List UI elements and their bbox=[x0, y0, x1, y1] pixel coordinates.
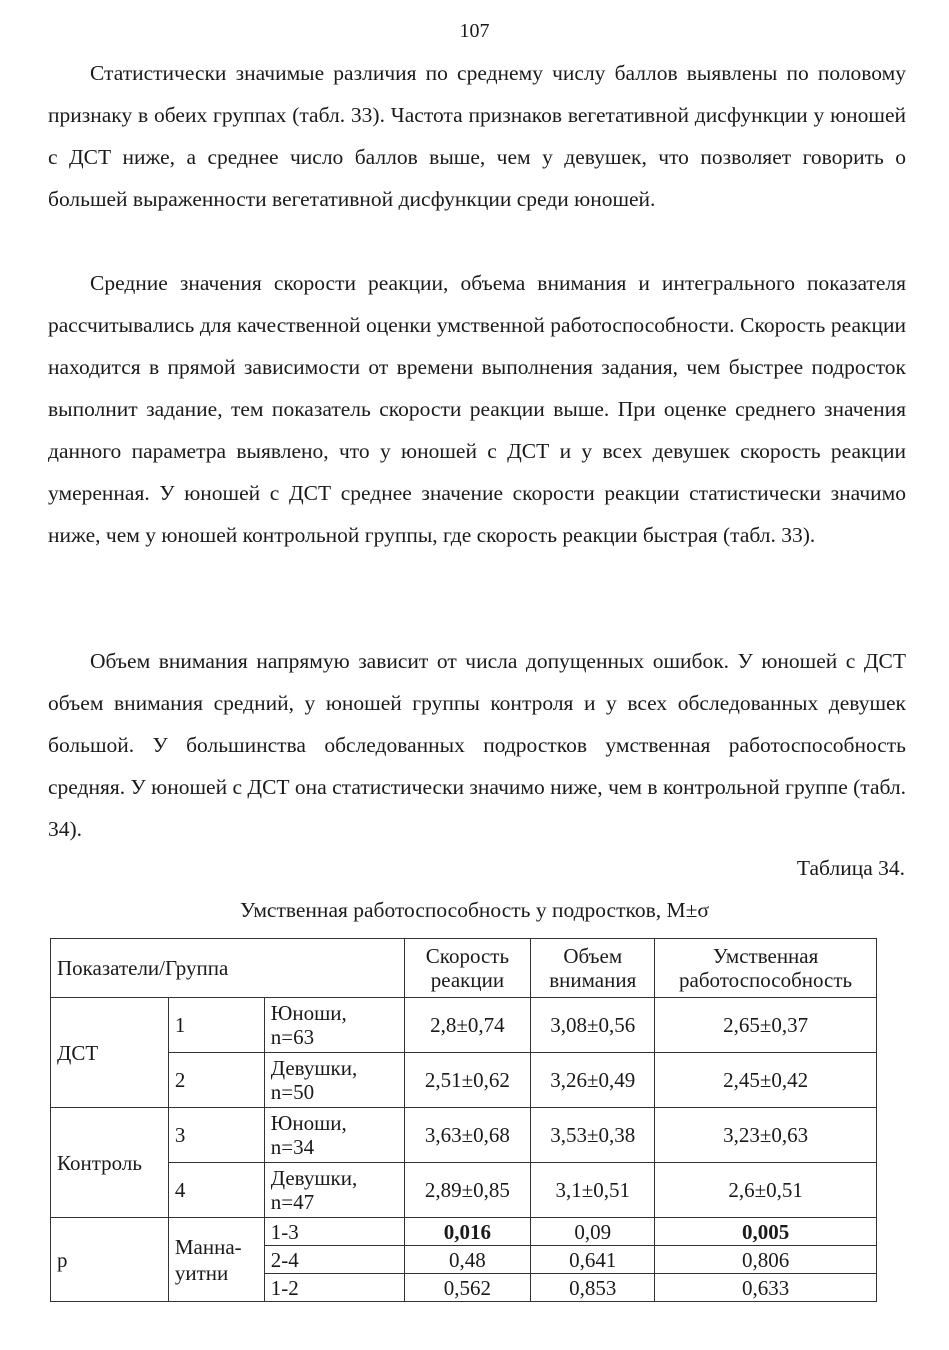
cell-speed: 2,8±0,74 bbox=[404, 998, 531, 1053]
row-subgroup bbox=[264, 1163, 404, 1218]
row-subgroup bbox=[264, 1108, 404, 1163]
row-subgroup-line2: n=50 bbox=[270, 1080, 315, 1104]
table-row bbox=[51, 1053, 877, 1108]
row-subgroup-line1: Юноши, bbox=[270, 1111, 347, 1135]
cell-speed: 3,63±0,68 bbox=[404, 1108, 531, 1163]
table-number: Таблица 34. bbox=[796, 856, 905, 880]
row-subgroup-line1: Девушки, bbox=[270, 1166, 358, 1190]
header-speed-line2: реакции bbox=[430, 968, 505, 992]
cell-volume: 3,1±0,51 bbox=[531, 1163, 655, 1218]
header-volume-line2: внимания bbox=[549, 968, 637, 992]
table-row bbox=[51, 1163, 877, 1218]
p-performance: 0,806 bbox=[655, 1246, 877, 1274]
row-subgroup-line1: Юноши, bbox=[270, 1001, 347, 1025]
p-test-name bbox=[168, 1218, 264, 1302]
table-row bbox=[51, 1108, 877, 1163]
cell-performance: 2,45±0,42 bbox=[655, 1053, 877, 1108]
p-speed: 0,016 bbox=[404, 1218, 531, 1246]
table-title: Умственная работоспособность у подростков, M±σ bbox=[239, 898, 710, 922]
header-volume bbox=[531, 939, 655, 998]
group-label-control: Контроль bbox=[51, 1108, 169, 1218]
data-table bbox=[50, 938, 877, 1302]
row-subgroup-line2: n=34 bbox=[270, 1135, 315, 1159]
row-subgroup-line2: n=63 bbox=[270, 1025, 315, 1049]
paragraph-2: Средние значения скорости реакции, объема внимания и интегрального показателя рассчитывались для качественной оценки умственной работоспособности. Скорость реакции находится в прямой зависимости от времени выполнения задания, чем быстрее подросток выполнит задание, тем показатель скорости реакции выше. При оценке среднего значения данного параметра выявлено, что у юношей с ДСТ и у всех девушек скорость реакции умеренная. У юношей с ДСТ среднее значение скорости реакции статистически значимо ниже, чем у юношей контрольной группы, где скорость реакции быстрая (табл. 33). bbox=[48, 271, 906, 547]
p-test-line2: уитни bbox=[174, 1260, 229, 1285]
row-number: 3 bbox=[168, 1108, 264, 1163]
cell-speed: 2,51±0,62 bbox=[404, 1053, 531, 1108]
header-speed bbox=[404, 939, 531, 998]
cell-volume: 3,08±0,56 bbox=[531, 998, 655, 1053]
p-comparison: 1-2 bbox=[264, 1274, 404, 1302]
cell-performance: 3,23±0,63 bbox=[655, 1108, 877, 1163]
table-header-row bbox=[51, 939, 877, 998]
p-volume: 0,853 bbox=[531, 1274, 655, 1302]
p-volume: 0,09 bbox=[531, 1218, 655, 1246]
p-performance: 0,005 bbox=[655, 1218, 877, 1246]
p-speed: 0,48 bbox=[404, 1246, 531, 1274]
page-number: 107 bbox=[459, 20, 490, 42]
header-performance bbox=[655, 939, 877, 998]
cell-speed: 2,89±0,85 bbox=[404, 1163, 531, 1218]
header-group-col: Показатели/Группа bbox=[51, 939, 405, 998]
header-volume-line1: Объем bbox=[563, 944, 623, 968]
row-number: 2 bbox=[168, 1053, 264, 1108]
cell-performance: 2,65±0,37 bbox=[655, 998, 877, 1053]
row-subgroup bbox=[264, 998, 404, 1053]
table-row bbox=[51, 998, 877, 1053]
p-comparison: 1-3 bbox=[264, 1218, 404, 1246]
row-subgroup-line2: n=47 bbox=[270, 1190, 315, 1214]
row-number: 1 bbox=[168, 998, 264, 1053]
p-test-line1: Манна- bbox=[174, 1234, 242, 1259]
p-speed: 0,562 bbox=[404, 1274, 531, 1302]
p-comparison: 2-4 bbox=[264, 1246, 404, 1274]
p-volume: 0,641 bbox=[531, 1246, 655, 1274]
header-performance-line2: работоспособность bbox=[679, 968, 853, 992]
paragraph-3: Объем внимания напрямую зависит от числа допущенных ошибок. У юношей с ДСТ объем внимания средний, у юношей группы контроля и у всех обследованных девушек большой. У большинства обследованных подростков умственная работоспособность средняя. У юношей с ДСТ она статистически значимо ниже, чем в контрольной группе (табл. 34). bbox=[48, 649, 906, 841]
cell-performance: 2,6±0,51 bbox=[655, 1163, 877, 1218]
cell-volume: 3,26±0,49 bbox=[531, 1053, 655, 1108]
paragraph-1: Статистически значимые различия по среднему числу баллов выявлены по половому признаку в обеих группах (табл. 33). Частота признаков вегетативной дисфункции у юношей с ДСТ ниже, а среднее число баллов выше, чем у девушек, что позволяет говорить о большей выраженности вегетативной дисфункции среди юношей. bbox=[48, 61, 906, 211]
header-speed-line1: Скорость bbox=[425, 944, 510, 968]
row-subgroup-line1: Девушки, bbox=[270, 1056, 358, 1080]
header-performance-line1: Умственная bbox=[712, 944, 819, 968]
row-subgroup bbox=[264, 1053, 404, 1108]
cell-volume: 3,53±0,38 bbox=[531, 1108, 655, 1163]
table-row-p bbox=[51, 1218, 877, 1246]
group-label-dst: ДСТ bbox=[51, 998, 169, 1108]
row-number: 4 bbox=[168, 1163, 264, 1218]
p-label: p bbox=[51, 1218, 169, 1302]
p-performance: 0,633 bbox=[655, 1274, 877, 1302]
